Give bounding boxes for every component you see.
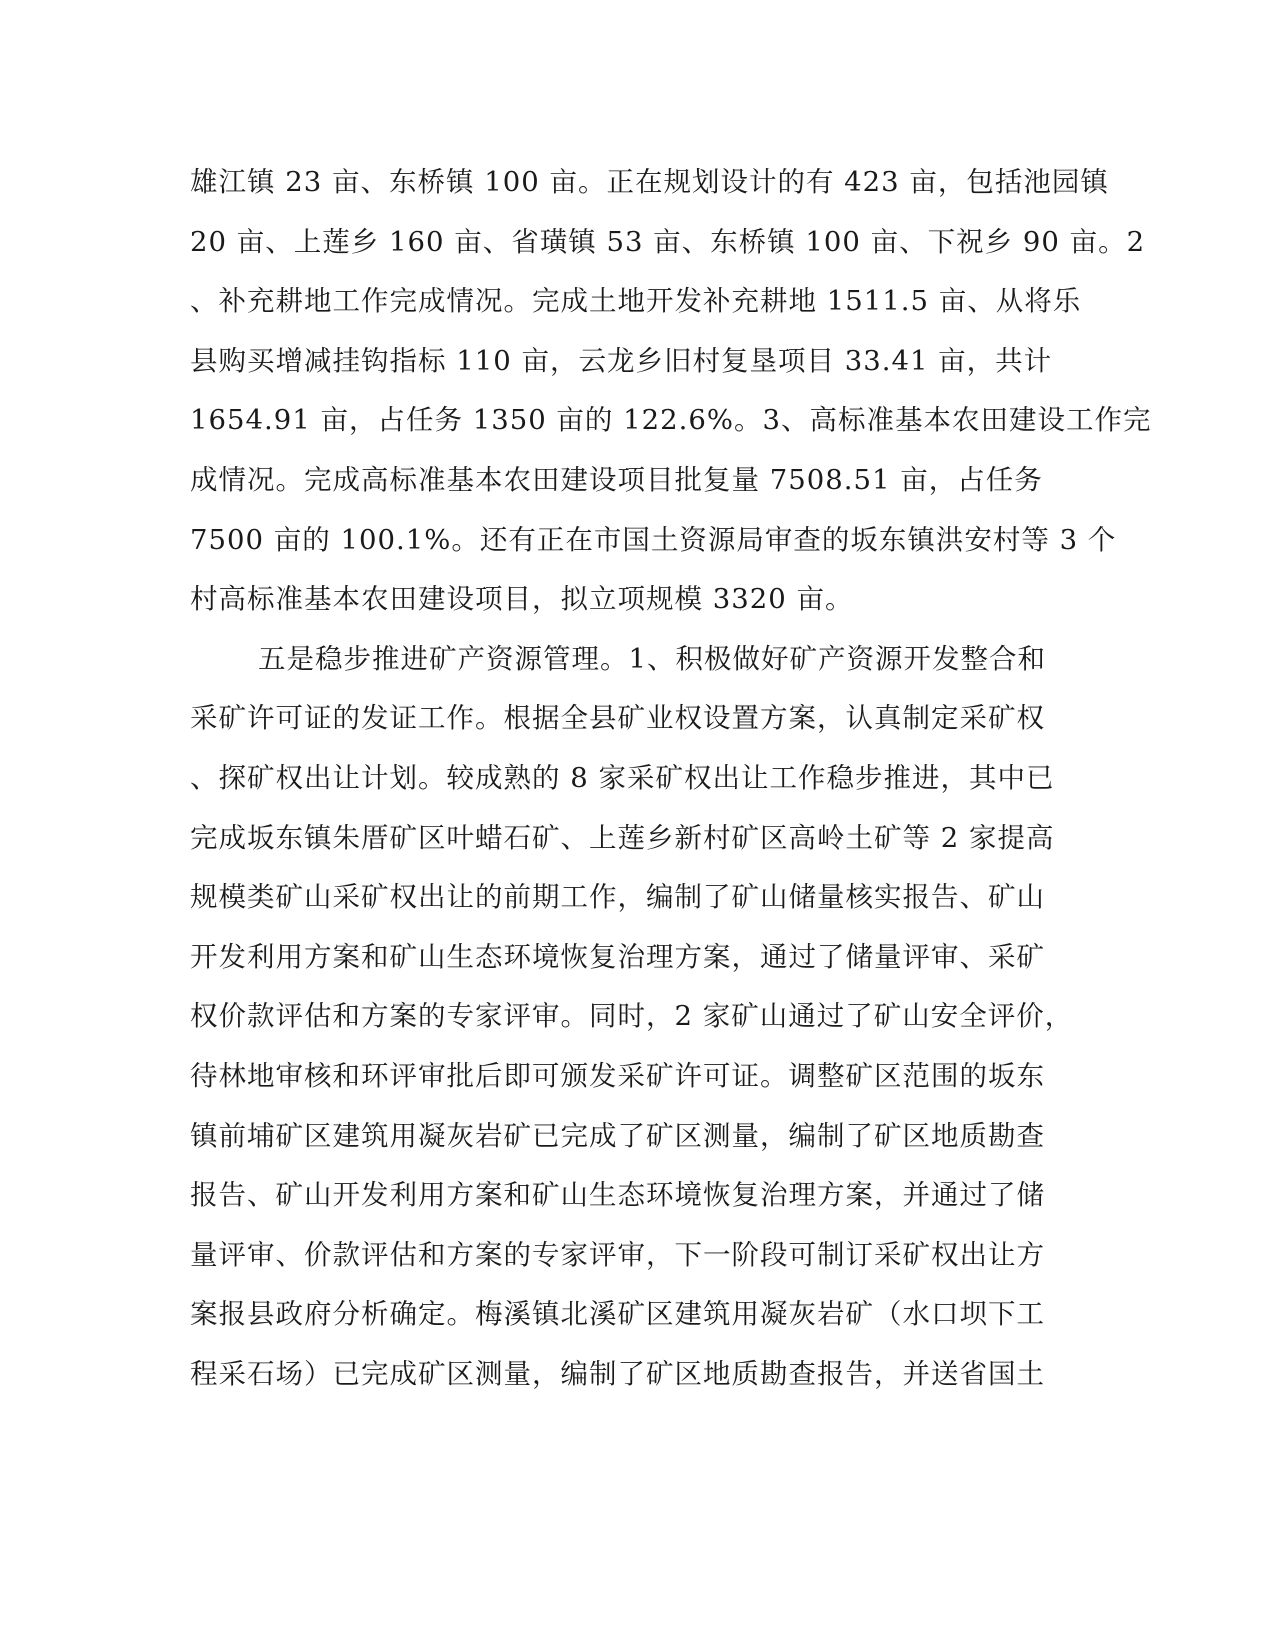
text-line: 7500 亩的 100.1%。还有正在市国土资源局审查的坂东镇洪安村等 3 个 <box>190 523 1117 556</box>
text-line: 1654.91 亩，占任务 1350 亩的 122.6%。3、高标准基本农田建设工作完 <box>190 404 1152 437</box>
text-line: 权价款评估和方案的专家评审。同时，2 家矿山通过了矿山安全评价， <box>190 1000 1074 1033</box>
text-line: 20 亩、上莲乡 160 亩、省璜镇 53 亩、东桥镇 100 亩、下祝乡 90 亩。2 <box>190 225 1146 258</box>
text-line: 、补充耕地工作完成情况。完成土地开发补充耕地 1511.5 亩、从将乐 <box>190 285 1082 318</box>
text-line: 成情况。完成高标准基本农田建设项目批复量 7508.51 亩，占任务 <box>190 463 1043 496</box>
text-line: 村高标准基本农田建设项目，拟立项规模 3320 亩。 <box>190 583 854 616</box>
text-line: 采矿许可证的发证工作。根据全县矿业权设置方案，认真制定采矿权 <box>190 702 1045 735</box>
text-line: 、探矿权出让计划。较成熟的 8 家采矿权出让工作稳步推进，其中已 <box>190 761 1055 794</box>
text-line: 完成坂东镇朱厝矿区叶蜡石矿、上莲乡新村矿区高岭土矿等 2 家提高 <box>190 821 1055 854</box>
text-line: 雄江镇 23 亩、东桥镇 100 亩。正在规划设计的有 423 亩，包括池园镇 <box>190 166 1109 198</box>
text-line: 量评审、价款评估和方案的专家评审，下一阶段可制订采矿权出让方 <box>190 1238 1045 1271</box>
paragraph-first-line: 五是稳步推进矿产资源管理。1、积极做好矿产资源开发整合和 <box>258 642 1046 675</box>
text-line: 开发利用方案和矿山生态环境恢复治理方案，通过了储量评审、采矿 <box>190 940 1045 973</box>
text-line: 报告、矿山开发利用方案和矿山生态环境恢复治理方案，并通过了储 <box>190 1179 1045 1212</box>
text-line: 镇前埔矿区建筑用凝灰岩矿已完成了矿区测量，编制了矿区地质勘查 <box>190 1119 1045 1152</box>
text-line: 案报县政府分析确定。梅溪镇北溪矿区建筑用凝灰岩矿（水口坝下工 <box>190 1298 1045 1331</box>
body-text <box>190 162 1152 1413</box>
text-line: 程采石场）已完成矿区测量，编制了矿区地质勘查报告，并送省国土 <box>190 1357 1045 1390</box>
text-line: 县购买增减挂钩指标 110 亩，云龙乡旧村复垦项目 33.41 亩，共计 <box>190 344 1053 377</box>
text-line: 规模类矿山采矿权出让的前期工作，编制了矿山储量核实报告、矿山 <box>190 881 1045 914</box>
text-line: 待林地审核和环评审批后即可颁发采矿许可证。调整矿区范围的坂东 <box>190 1059 1045 1092</box>
